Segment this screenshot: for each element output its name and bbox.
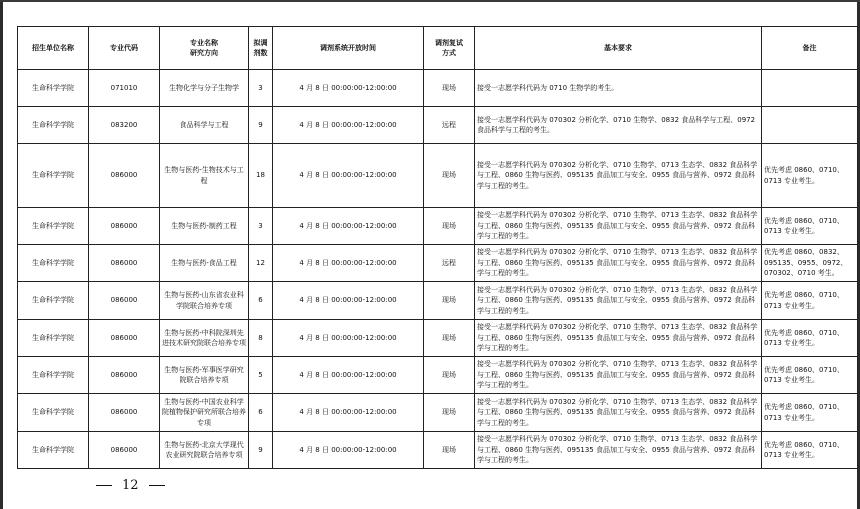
cell-quota: 9: [249, 432, 273, 469]
cell-code: 086000: [89, 144, 160, 208]
cell-notes: 优先考虑 0860、0710、0713 专业考生。: [762, 144, 858, 208]
cell-time: 4 月 8 日 00:00:00-12:00:00: [273, 320, 424, 357]
cell-time: 4 月 8 日 00:00:00-12:00:00: [273, 357, 424, 394]
cell-requirements: 接受一志愿学科代码为 070302 分析化学、0710 生物学、0713 生态学、0832 食品科学与工程、0860 生物与医药、095135 食品加工与安全、0955 食品与营养、0972 食品科学与工程的考生。: [475, 357, 762, 394]
cell-quota: 9: [249, 107, 273, 144]
cell-unit: 生命科学学院: [18, 282, 89, 320]
cell-requirements: 接受一志愿学科代码为 070302 分析化学、0710 生物学、0713 生态学、0832 食品科学与工程、0860 生物与医药、095135 食品加工与安全、0955 食品与营养、0972 食品科学与工程的考生。: [475, 394, 762, 432]
table-row: [18, 282, 858, 320]
cell-major: 生物与医药-食品工程: [160, 245, 249, 282]
header-quota: 拟调 剂数: [249, 27, 273, 70]
page-footer: [96, 478, 165, 493]
cell-quota: 3: [249, 70, 273, 107]
cell-unit: 生命科学学院: [18, 357, 89, 394]
table-row: [18, 432, 858, 469]
cell-code: 086000: [89, 320, 160, 357]
cell-quota: 18: [249, 144, 273, 208]
cell-requirements: 接受一志愿学科代码为 070302 分析化学、0710 生物学、0713 生态学、0832 食品科学与工程、0860 生物与医药、095135 食品加工与安全、0955 食品与营养、0972 食品科学与工程的考生。: [475, 320, 762, 357]
cell-quota: 8: [249, 320, 273, 357]
cell-code: 083200: [89, 107, 160, 144]
cell-mode: 现场: [424, 282, 475, 320]
cell-unit: 生命科学学院: [18, 320, 89, 357]
cell-quota: 6: [249, 394, 273, 432]
top-border: [0, 0, 860, 2]
cell-notes: 优先考虑 0860、0710、0713 专业考生。: [762, 357, 858, 394]
cell-notes: [762, 70, 858, 107]
cell-requirements: 接受一志愿学科代码为 070302 分析化学、0710 生物学、0713 生态学、0832 食品科学与工程、0860 生物与医药、095135 食品加工与安全、0955 食品与营养、0972 食品科学与工程的考生。: [475, 245, 762, 282]
cell-unit: 生命科学学院: [18, 144, 89, 208]
header-unit: 招生单位名称: [18, 27, 89, 70]
cell-unit: 生命科学学院: [18, 394, 89, 432]
adjustment-table: [17, 26, 858, 469]
table-row: [18, 245, 858, 282]
cell-code: 086000: [89, 208, 160, 245]
cell-mode: 现场: [424, 357, 475, 394]
cell-notes: 优先考虑 0860、0832、095135、0955、0972、070302、0710 考生。: [762, 245, 858, 282]
cell-major: 生物与医药-北京大学现代农业研究院联合培养专项: [160, 432, 249, 469]
cell-requirements: 接受一志愿学科代码为 070302 分析化学、0710 生物学、0713 生态学、0832 食品科学与工程、0860 生物与医药、095135 食品加工与安全、0955 食品与营养、0972 食品科学与工程的考生。: [475, 144, 762, 208]
cell-mode: 现场: [424, 70, 475, 107]
table-row: [18, 144, 858, 208]
cell-major: 生物与医药-军事医学研究院联合培养专项: [160, 357, 249, 394]
header-interview-mode: 调剂复试 方式: [424, 27, 475, 70]
cell-unit: 生命科学学院: [18, 107, 89, 144]
cell-mode: 远程: [424, 245, 475, 282]
cell-time: 4 月 8 日 00:00:00-12:00:00: [273, 282, 424, 320]
cell-unit: 生命科学学院: [18, 70, 89, 107]
table-row: [18, 357, 858, 394]
cell-code: 071010: [89, 70, 160, 107]
cell-major: 生物与医药-中国农业科学院植物保护研究所联合培养专项: [160, 394, 249, 432]
cell-major: 生物与医药-生物技术与工程: [160, 144, 249, 208]
cell-major: 生物与医药-制药工程: [160, 208, 249, 245]
page-number: 12: [122, 478, 139, 493]
cell-mode: 现场: [424, 144, 475, 208]
cell-time: 4 月 8 日 00:00:00-12:00:00: [273, 394, 424, 432]
cell-quota: 6: [249, 282, 273, 320]
cell-notes: 优先考虑 0860、0710、0713 专业考生。: [762, 394, 858, 432]
header-major-code: 专业代码: [89, 27, 160, 70]
cell-time: 4 月 8 日 00:00:00-12:00:00: [273, 432, 424, 469]
table-header-row: [18, 27, 858, 70]
header-open-time: 调剂系统开放时间: [273, 27, 424, 70]
cell-requirements: 接受一志愿学科代码为 0710 生物学的考生。: [475, 70, 762, 107]
cell-mode: 现场: [424, 208, 475, 245]
cell-mode: 现场: [424, 394, 475, 432]
header-notes: 备注: [762, 27, 858, 70]
cell-mode: 远程: [424, 107, 475, 144]
table-row: [18, 70, 858, 107]
footer-dash-left: [96, 485, 112, 486]
cell-unit: 生命科学学院: [18, 432, 89, 469]
table-row: [18, 394, 858, 432]
cell-code: 086000: [89, 432, 160, 469]
cell-time: 4 月 8 日 00:00:00-12:00:00: [273, 70, 424, 107]
cell-notes: 优先考虑 0860、0710、0713 专业考生。: [762, 282, 858, 320]
table-row: [18, 320, 858, 357]
cell-notes: 优先考虑 0860、0710、0713 专业考生。: [762, 208, 858, 245]
cell-mode: 现场: [424, 320, 475, 357]
page-edge-left: [0, 0, 3, 509]
cell-mode: 现场: [424, 432, 475, 469]
cell-requirements: 接受一志愿学科代码为 070302 分析化学、0710 生物学、0713 生态学、0832 食品科学与工程、0860 生物与医药、095135 食品加工与安全、0955 食品与营养、0972 食品科学与工程的考生。: [475, 282, 762, 320]
cell-major: 生物化学与分子生物学: [160, 70, 249, 107]
cell-quota: 5: [249, 357, 273, 394]
cell-requirements: 接受一志愿学科代码为 070302 分析化学、0710 生物学、0713 生态学、0832 食品科学与工程、0860 生物与医药、095135 食品加工与安全、0955 食品与营养、0972 食品科学与工程的考生。: [475, 432, 762, 469]
cell-unit: 生命科学学院: [18, 208, 89, 245]
header-requirements: 基本要求: [475, 27, 762, 70]
cell-time: 4 月 8 日 00:00:00-12:00:00: [273, 245, 424, 282]
cell-quota: 3: [249, 208, 273, 245]
cell-quota: 12: [249, 245, 273, 282]
footer-dash-right: [149, 485, 165, 486]
header-major-name: 专业名称 研究方向: [160, 27, 249, 70]
cell-notes: 优先考虑 0860、0710、0713 专业考生。: [762, 320, 858, 357]
cell-code: 086000: [89, 357, 160, 394]
cell-major: 生物与医药-山东省农业科学院联合培养专项: [160, 282, 249, 320]
cell-major: 食品科学与工程: [160, 107, 249, 144]
cell-notes: [762, 107, 858, 144]
cell-time: 4 月 8 日 00:00:00-12:00:00: [273, 107, 424, 144]
cell-code: 086000: [89, 245, 160, 282]
cell-code: 086000: [89, 282, 160, 320]
cell-time: 4 月 8 日 00:00:00-12:00:00: [273, 144, 424, 208]
cell-major: 生物与医药-中科院深圳先进技术研究院联合培养专项: [160, 320, 249, 357]
cell-notes: 优先考虑 0860、0710、0713 专业考生。: [762, 432, 858, 469]
cell-unit: 生命科学学院: [18, 245, 89, 282]
cell-time: 4 月 8 日 00:00:00-12:00:00: [273, 208, 424, 245]
cell-code: 086000: [89, 394, 160, 432]
table-row: [18, 208, 858, 245]
table-row: [18, 107, 858, 144]
cell-requirements: 接受一志愿学科代码为 070302 分析化学、0710 生物学、0832 食品科学与工程、0972 食品科学与工程的考生。: [475, 107, 762, 144]
cell-requirements: 接受一志愿学科代码为 070302 分析化学、0710 生物学、0713 生态学、0832 食品科学与工程、0860 生物与医药、095135 食品加工与安全、0955 食品与营养、0972 食品科学与工程的考生。: [475, 208, 762, 245]
